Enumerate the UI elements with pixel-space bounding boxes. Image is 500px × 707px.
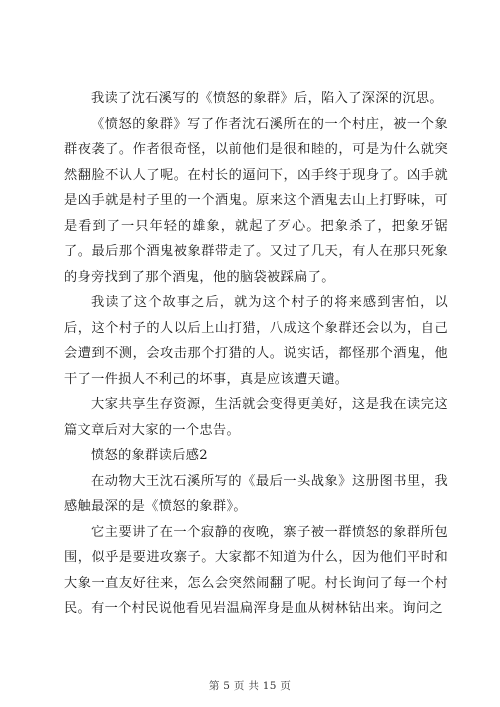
paragraph-intro: 我读了沈石溪写的《愤怒的象群》后，陷入了深深的沉思。 xyxy=(91,91,443,106)
page-number-footer: 第 5 页 共 15 页 xyxy=(208,680,292,692)
paragraph-story-summary: 《愤怒的象群》写了作者沈石溪所在的一个村庄，被一个象群夜袭了。作者很奇怪，以前他们是很和睦的，可是为什么就突然翻脸不认人了呢。在村长的逼问下，凶手终于现身了。凶手就是凶手就是村子里的一个酒鬼。原来这个酒鬼去山上打野味，可是看到了一只年轻的雄象，就起了歹心。把象杀了，把象牙锯了。最后那个酒鬼被象群带走了。又过了几天，有人在那只死象的身旁找到了那个酒鬼，他的脑袋被踩扁了。 xyxy=(64,116,448,285)
paragraph-second-story: 它主要讲了在一个寂静的夜晚，寨子被一群愤怒的象群所包围，似乎是要进攻寨子。大家都不知道为什么，因为他们平时和大象一直友好往来，怎么会突然闹翻了呢。村长询问了每一个村民。有一个村民说他看见岩温扁浑身是血从树林钻出来。询问之 xyxy=(64,524,448,616)
paragraph-second-intro: 在动物大王沈石溪所写的《最后一头战象》这册图书里，我感触最深的是《愤怒的象群》。 xyxy=(64,473,448,514)
document-body xyxy=(64,86,448,622)
paragraph-reflection: 我读了这个故事之后，就为这个村子的将来感到害怕，以后，这个村子的人以后上山打猎，八成这个象群还会以为，自己会遭到不测，会攻击那个打猎的人。说实话，都怪那个酒鬼，他干了一件损人不利己的坏事，真是应该遭天谴。 xyxy=(64,295,448,387)
paragraph-advice: 大家共享生存资源，生活就会变得更美好，这是我在读完这篇文章后对大家的一个忠告。 xyxy=(64,397,448,438)
section-heading: 愤怒的象群读后感2 xyxy=(91,448,209,463)
